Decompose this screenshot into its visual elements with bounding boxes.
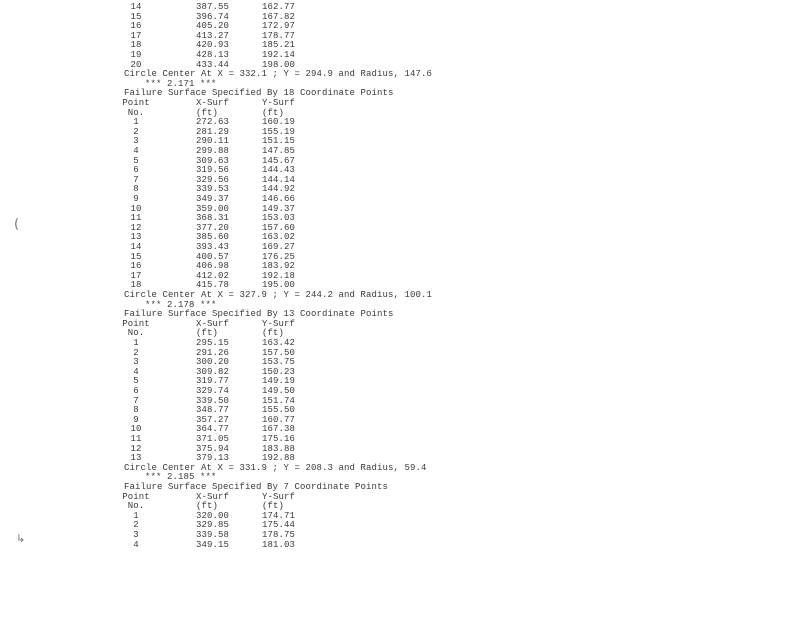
x-surf-value: 377.20 [196,222,230,233]
y-surf-value: 192.88 [262,453,296,464]
x-surf-value: 405.20 [196,21,230,32]
column-header-point: Point [122,318,150,329]
x-surf-value: 309.63 [196,155,230,166]
scan-bracket-mark: ( [14,217,20,232]
y-surf-value: 185.21 [262,40,296,51]
x-surf-value: 290.11 [196,136,230,147]
x-surf-value: 349.15 [196,539,230,550]
x-surf-value: 329.74 [196,386,230,396]
y-surf-value: 181.03 [262,539,296,550]
y-surf-value: 149.50 [262,386,296,396]
y-surf-value: 149.19 [262,376,296,387]
x-surf-value: 385.60 [196,232,230,243]
x-surf-value: 319.77 [196,376,230,387]
point-number: 12 [130,443,142,454]
y-surf-value: 153.75 [262,357,296,368]
y-surf-value: 157.50 [262,347,296,358]
surface-title: Failure Surface Specified By 13 Coordinate Points [124,309,394,320]
point-number: 8 [133,405,139,416]
y-surf-value: 167.82 [262,11,296,22]
x-surf-value: 375.94 [196,443,230,454]
point-number: 1 [133,510,139,521]
surface-title: Failure Surface Specified By 18 Coordinate Points [124,88,394,99]
y-surf-value: 149.37 [262,203,296,214]
point-number: 4 [133,366,139,377]
y-surf-value: 167.38 [262,424,296,435]
column-header-y: Y-Surf [262,98,296,108]
point-number: 10 [130,203,142,214]
y-surf-value: 192.18 [262,270,296,281]
x-surf-value: 339.58 [196,530,230,540]
y-surf-value: 153.03 [262,213,296,224]
y-surf-value: 151.74 [262,395,296,406]
column-unit-x: (ft) [196,328,219,339]
point-number: 20 [130,59,142,70]
x-surf-value: 309.82 [196,366,230,377]
point-number: 3 [133,136,139,147]
y-surf-value: 174.71 [262,510,296,521]
point-number: 14 [130,242,142,252]
scan-hook-mark: ↳ [16,532,26,545]
x-surf-value: 329.56 [196,174,230,185]
point-number: 15 [130,11,142,22]
point-number: 2 [133,347,139,358]
column-unit-y: (ft) [262,501,285,512]
x-surf-value: 348.77 [196,405,230,416]
y-surf-value: 183.92 [262,261,296,272]
y-surf-value: 169.27 [262,242,296,252]
x-surf-value: 387.55 [196,2,230,12]
surface-title: Failure Surface Specified By 7 Coordinate Points [124,482,389,492]
point-number: 18 [130,280,142,291]
column-header-y: Y-Surf [262,491,296,502]
point-number: 3 [133,357,139,368]
y-surf-value: 183.88 [262,443,296,454]
point-number: 17 [130,270,142,281]
x-surf-value: 357.27 [196,414,230,425]
x-surf-value: 368.31 [196,213,230,224]
x-surf-value: 413.27 [196,30,230,41]
y-surf-value: 147.85 [262,146,296,156]
point-number: 8 [133,184,139,195]
x-surf-value: 412.02 [196,270,230,281]
circle-center-text: Circle Center At X = 331.9 ; Y = 208.3 and Radius, 59.4 [124,462,427,473]
circle-center-text: Circle Center At X = 327.9 ; Y = 244.2 and Radius, 100.1 [124,290,433,300]
point-number: 17 [130,30,142,41]
y-surf-value: 144.14 [262,174,296,185]
point-number: 18 [130,40,142,51]
x-surf-value: 272.63 [196,117,230,128]
y-surf-value: 146.66 [262,194,296,204]
x-surf-value: 415.78 [196,280,230,291]
factor-of-safety: *** 2.185 *** [145,472,217,483]
y-surf-value: 175.44 [262,520,296,531]
x-surf-value: 329.85 [196,520,230,531]
y-surf-value: 195.00 [262,280,296,291]
y-surf-value: 157.60 [262,222,296,233]
point-number: 13 [130,232,142,243]
x-surf-value: 359.00 [196,203,230,214]
y-surf-value: 176.25 [262,251,296,262]
column-header-no: No. [127,107,145,118]
x-surf-value: 339.50 [196,395,230,406]
y-surf-value: 178.75 [262,530,296,540]
point-number: 2 [133,520,139,531]
y-surf-value: 155.19 [262,126,296,137]
x-surf-value: 300.20 [196,357,230,368]
point-number: 16 [130,261,142,272]
point-number: 10 [130,424,142,435]
point-number: 13 [130,453,142,464]
x-surf-value: 396.74 [196,11,230,22]
x-surf-value: 320.00 [196,510,230,521]
column-unit-x: (ft) [196,501,219,512]
point-number: 15 [130,251,142,262]
x-surf-value: 379.13 [196,453,230,464]
x-surf-value: 428.13 [196,50,230,60]
factor-of-safety: *** 2.171 *** [145,78,217,89]
x-surf-value: 371.05 [196,434,230,444]
x-surf-value: 400.57 [196,251,230,262]
x-surf-value: 406.98 [196,261,230,272]
point-number: 2 [133,126,139,137]
column-unit-y: (ft) [262,107,285,118]
point-number: 9 [133,194,139,204]
y-surf-value: 144.43 [262,165,296,176]
x-surf-value: 393.43 [196,242,230,252]
x-surf-value: 339.53 [196,184,230,195]
point-number: 6 [133,386,139,396]
point-number: 11 [130,434,142,444]
x-surf-value: 349.37 [196,194,230,204]
x-surf-value: 291.26 [196,347,230,358]
column-header-y: Y-Surf [262,318,296,329]
column-header-no: No. [127,328,145,339]
y-surf-value: 192.14 [262,50,296,60]
column-header-x: X-Surf [196,98,230,108]
column-header-point: Point [122,98,150,108]
point-number: 4 [133,539,139,550]
factor-of-safety: *** 2.178 *** [145,299,217,310]
y-surf-value: 178.77 [262,30,296,41]
column-header-x: X-Surf [196,491,230,502]
point-number: 9 [133,414,139,425]
x-surf-value: 420.93 [196,40,230,51]
point-number: 12 [130,222,142,233]
point-number: 5 [133,376,139,387]
x-surf-value: 319.56 [196,165,230,176]
point-number: 7 [133,395,139,406]
y-surf-value: 151.15 [262,136,296,147]
point-number: 16 [130,21,142,32]
y-surf-value: 198.00 [262,59,296,70]
column-unit-x: (ft) [196,107,219,118]
y-surf-value: 163.42 [262,338,296,348]
point-number: 4 [133,146,139,156]
point-number: 1 [133,338,139,348]
y-surf-value: 155.50 [262,405,296,416]
circle-center-text: Circle Center At X = 332.1 ; Y = 294.9 and Radius, 147.6 [124,69,433,80]
column-header-x: X-Surf [196,318,230,329]
point-number: 5 [133,155,139,166]
y-surf-value: 172.97 [262,21,296,32]
y-surf-value: 144.92 [262,184,296,195]
column-header-no: No. [127,501,145,512]
point-number: 14 [130,2,142,12]
point-number: 1 [133,117,139,128]
x-surf-value: 281.29 [196,126,230,137]
y-surf-value: 145.67 [262,155,296,166]
y-surf-value: 150.23 [262,366,296,377]
y-surf-value: 163.02 [262,232,296,243]
x-surf-value: 295.15 [196,338,230,348]
y-surf-value: 160.77 [262,414,296,425]
x-surf-value: 299.88 [196,146,230,156]
y-surf-value: 160.19 [262,117,296,128]
y-surf-value: 175.16 [262,434,296,444]
point-number: 3 [133,530,139,540]
column-header-point: Point [122,491,150,502]
point-number: 11 [130,213,142,224]
y-surf-value: 162.77 [262,2,296,12]
point-number: 19 [130,50,142,60]
column-unit-y: (ft) [262,328,285,339]
point-number: 6 [133,165,139,176]
x-surf-value: 364.77 [196,424,230,435]
x-surf-value: 433.44 [196,59,230,70]
point-number: 7 [133,174,139,185]
